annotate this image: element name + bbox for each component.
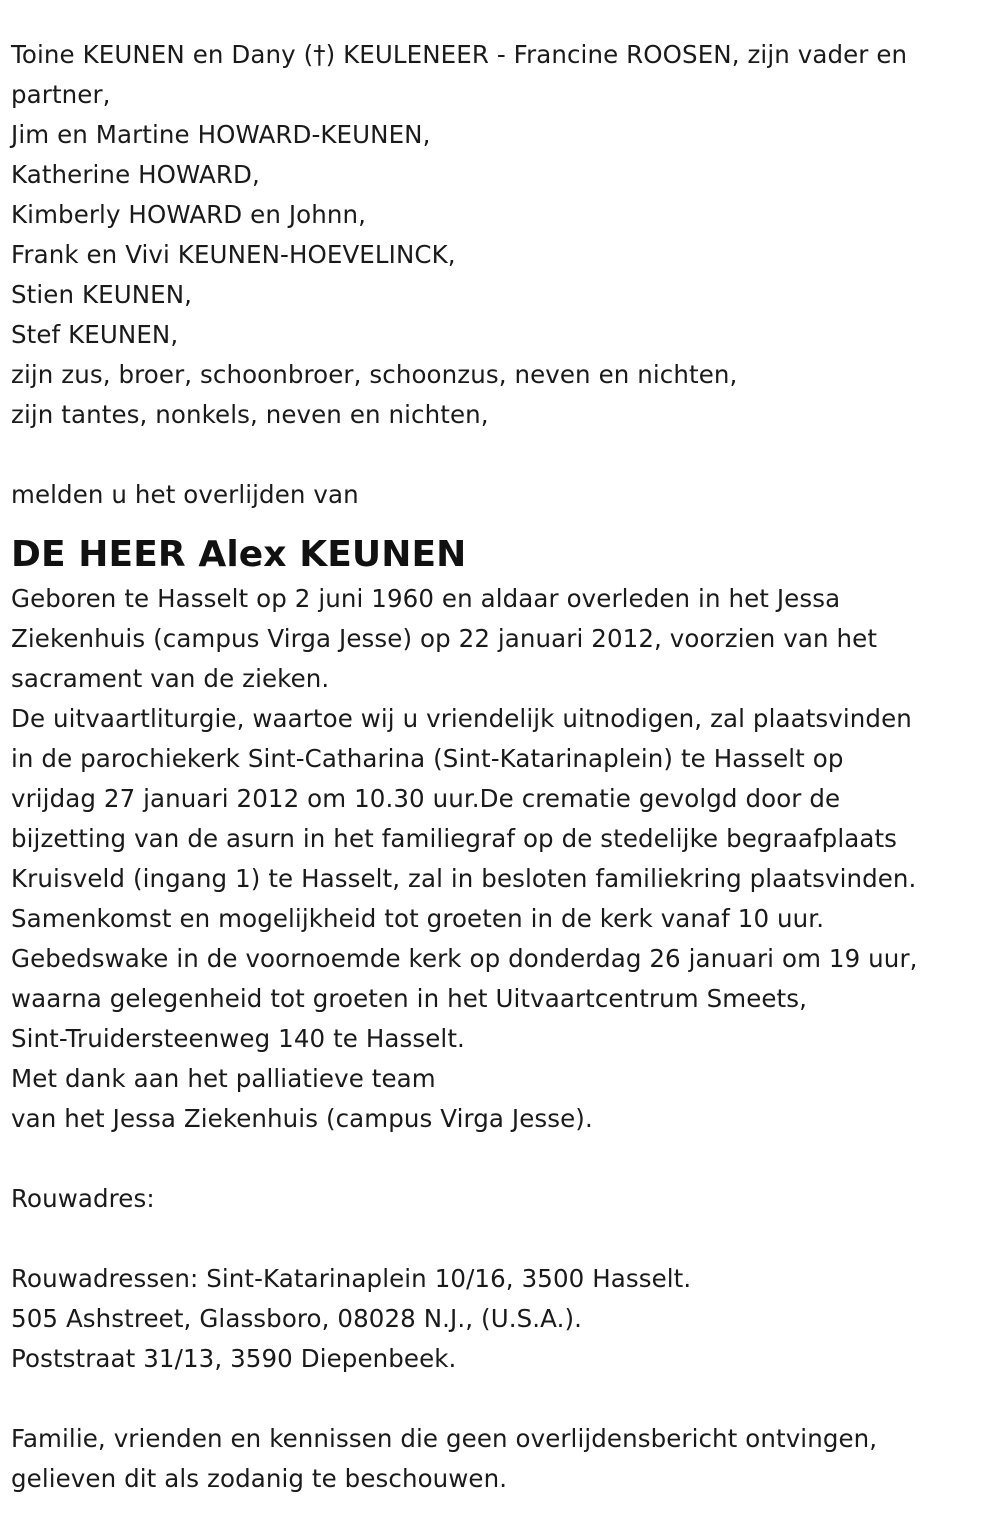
rouwadres-label: Rouwadres: [11, 1184, 155, 1213]
spacer [11, 1219, 991, 1259]
spacer [11, 1379, 991, 1419]
spacer [11, 1139, 991, 1179]
family-line: zijn zus, broer, schoonbroer, schoonzus, neven en nichten, [11, 360, 738, 389]
details-line: Geboren te Hasselt op 2 juni 1960 en aldaar overleden in het Jessa [11, 584, 841, 613]
family-line: Jim en Martine HOWARD-KEUNEN, [11, 120, 431, 149]
family-line: Stef KEUNEN, [11, 320, 179, 349]
details-line: De uitvaartliturgie, waartoe wij u vriendelijk uitnodigen, zal plaatsvinden [11, 704, 912, 733]
closing-note [11, 1419, 991, 1499]
details-line: Sint-Truidersteenweg 140 te Hasselt. [11, 1024, 465, 1053]
details-line: Kruisveld (ingang 1) te Hasselt, zal in besloten familiekring plaatsvinden. [11, 864, 917, 893]
family-line: Toine KEUNEN en Dany (†) KEULENEER - Francine ROOSEN, zijn vader en [11, 40, 908, 69]
details-line: sacrament van de zieken. [11, 664, 330, 693]
family-line: Katherine HOWARD, [11, 160, 260, 189]
details-line: van het Jessa Ziekenhuis (campus Virga Jesse). [11, 1104, 593, 1133]
details-line: in de parochiekerk Sint-Catharina (Sint-Katarinaplein) te Hasselt op [11, 744, 844, 773]
obituary-document [11, 35, 991, 1499]
family-line: zijn tantes, nonkels, neven en nichten, [11, 400, 489, 429]
address-line: Rouwadressen: Sint-Katarinaplein 10/16, 3500 Hasselt. [11, 1264, 692, 1293]
closing-line: gelieven dit als zodanig te beschouwen. [11, 1464, 508, 1493]
family-line: Stien KEUNEN, [11, 280, 193, 309]
family-list [11, 35, 991, 435]
family-line: partner, [11, 80, 111, 109]
spacer [11, 435, 991, 475]
details-line: vrijdag 27 januari 2012 om 10.30 uur.De crematie gevolgd door de [11, 784, 841, 813]
details-line: Gebedswake in de voornoemde kerk op donderdag 26 januari om 19 uur, [11, 944, 918, 973]
details-line: Met dank aan het palliatieve team [11, 1064, 436, 1093]
deceased-name-heading: DE HEER Alex KEUNEN [11, 534, 467, 575]
details-paragraph [11, 579, 991, 1139]
addresses-block [11, 1259, 991, 1379]
address-line: Poststraat 31/13, 3590 Diepenbeek. [11, 1344, 457, 1373]
details-line: bijzetting van de asurn in het familiegraf op de stedelijke begraafplaats [11, 824, 898, 853]
closing-line: Familie, vrienden en kennissen die geen overlijdensbericht ontvingen, [11, 1424, 878, 1453]
family-line: Kimberly HOWARD en Johnn, [11, 200, 367, 229]
details-line: waarna gelegenheid tot groeten in het Uitvaartcentrum Smeets, [11, 984, 807, 1013]
details-line: Ziekenhuis (campus Virga Jesse) op 22 januari 2012, voorzien van het [11, 624, 878, 653]
announcement-text: melden u het overlijden van [11, 480, 359, 509]
details-line: Samenkomst en mogelijkheid tot groeten in de kerk vanaf 10 uur. [11, 904, 825, 933]
family-line: Frank en Vivi KEUNEN-HOEVELINCK, [11, 240, 456, 269]
address-line: 505 Ashstreet, Glassboro, 08028 N.J., (U.S.A.). [11, 1304, 583, 1333]
